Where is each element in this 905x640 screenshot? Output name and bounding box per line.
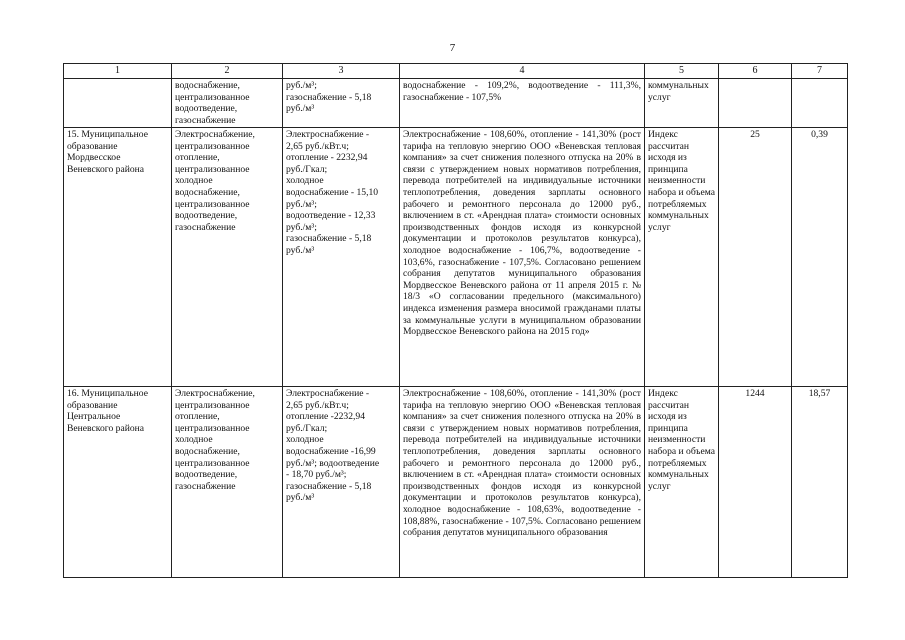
tariff-line: руб./м³; водоотведение <box>286 457 380 469</box>
services-cell: Электроснабжение, централизованное отопление, централизованное холодное водоснабжение, централизованное водоотведение, газоснабжение <box>172 128 283 387</box>
share-cell <box>792 79 848 128</box>
tariff-line: руб./м³; <box>286 221 317 233</box>
tariff-line: руб./Гкал; <box>286 163 328 175</box>
tariffs-cell <box>283 79 400 128</box>
tariff-line: руб./м³; <box>286 80 317 91</box>
services-cell: водоснабжение, централизованное водоотведение, газоснабжение <box>172 79 283 128</box>
table-row <box>64 128 848 387</box>
tariff-line: руб./м³ <box>286 244 315 256</box>
tariff-line: Электроснабжение - <box>286 129 370 140</box>
municipality-cell: 16. Муниципальное образование Центральное Веневского района <box>64 387 172 578</box>
municipality-cell <box>64 79 172 128</box>
justification-cell: Электроснабжение - 108,60%, отопление - 141,30% (рост тарифа на тепловую энергию ООО «Веневская тепловая компания» за счет снижения полезного отпуска на 20% в связи с утверждением новых нормативов потребления, перевода потребителей на индивидуальные источники теплопотребления, доведения зарплаты основного рабочего и ремонтного персонала до 12000 руб., включением в ст. «Арендная плата» стоимости основных производственных фондов исходя из конкурсной документации и протоколов результатов конкурса), холодное водоснабжение - 106,7%, водоотведение - 103,6%, газоснабжение - 107,5%. Согласовано решением собрания депутатов муниципального образования Мордвесское Веневского района от 11 апреля 2015 г. № 18/3 «О согласовании предельного (максимального) индекса изменения размера вносимой гражданами платы за коммунальные услуги в муниципальном образовании Мордвесское Веневского района на 2015 год» <box>400 128 645 387</box>
count-cell <box>719 79 792 128</box>
tariff-line: водоснабжение - 15,10 <box>286 186 379 198</box>
tariff-line: руб./Гкал; <box>286 422 328 434</box>
tariff-line: 2,65 руб./кВт.ч; <box>286 140 349 152</box>
tariff-line: руб./м³; <box>286 198 317 210</box>
column-header: 4 <box>400 64 645 79</box>
tariff-line: Электроснабжение - <box>286 388 370 399</box>
table-row <box>64 79 848 128</box>
tariff-line: отопление -2232,94 <box>286 411 366 423</box>
tariff-line: 2,65 руб./кВт.ч; <box>286 399 349 411</box>
tariff-line: руб./м³ <box>286 492 315 504</box>
tariffs-cell <box>283 387 400 578</box>
column-header: 7 <box>792 64 848 79</box>
column-header: 5 <box>645 64 719 79</box>
share-cell: 18,57 <box>792 387 848 578</box>
municipality-cell: 15. Муниципальное образование Мордвесское Веневского района <box>64 128 172 387</box>
column-header: 1 <box>64 64 172 79</box>
note-cell: Индекс рассчитан исходя из принципа неизменности набора и объема потребляемых коммунальных услуг <box>645 387 719 578</box>
tariff-line: водоснабжение -16,99 <box>286 445 376 457</box>
count-cell: 25 <box>719 128 792 387</box>
justification-cell: водоснабжение - 109,2%, водоотведение - 111,3%, газоснабжение - 107,5% <box>400 79 645 128</box>
justification-cell: Электроснабжение - 108,60%, отопление - 141,30% (рост тарифа на тепловую энергию ООО «Веневская тепловая компания» за счет снижения полезного отпуска на 20% в связи с утверждением новых нормативов потребления, перевода потребителей на индивидуальные источники теплопотребления, доведения зарплаты основного рабочего и ремонтного персонала до 12000 руб., включением в ст. «Арендная плата» стоимости основных производственных фондов исходя из конкурсной документации и протоколов результатов конкурса), холодное водоснабжение - 108,63%, водоотведение - 108,88%, газоснабжение - 107,5%. Согласовано решением собрания депутатов муниципального образования <box>400 387 645 578</box>
tariff-line: - 18,70 руб./м³; <box>286 469 347 481</box>
tariff-line: руб./м³ <box>286 103 315 115</box>
tariff-line: газоснабжение - 5,18 <box>286 91 372 103</box>
tariff-line: отопление - 2232,94 <box>286 152 368 164</box>
tariff-line: газоснабжение - 5,18 <box>286 480 372 492</box>
column-header: 3 <box>283 64 400 79</box>
tariff-line: газоснабжение - 5,18 <box>286 233 372 245</box>
tariffs-cell <box>283 128 400 387</box>
count-cell: 1244 <box>719 387 792 578</box>
note-cell: Индекс рассчитан исходя из принципа неизменности набора и объема потребляемых коммунальных услуг <box>645 128 719 387</box>
tariff-line: водоотведение - 12,33 <box>286 210 376 222</box>
note-cell: коммунальных услуг <box>645 79 719 128</box>
column-header: 2 <box>172 64 283 79</box>
table-header-row <box>64 64 848 79</box>
column-header: 6 <box>719 64 792 79</box>
tariff-line: холодное <box>286 175 324 187</box>
share-cell: 0,39 <box>792 128 848 387</box>
data-table <box>63 63 848 578</box>
services-cell: Электроснабжение, централизованное отопление, централизованное холодное водоснабжение, централизованное водоотведение, газоснабжение <box>172 387 283 578</box>
page-number: 7 <box>449 42 456 54</box>
tariff-line: холодное <box>286 434 324 446</box>
table-row <box>64 387 848 578</box>
